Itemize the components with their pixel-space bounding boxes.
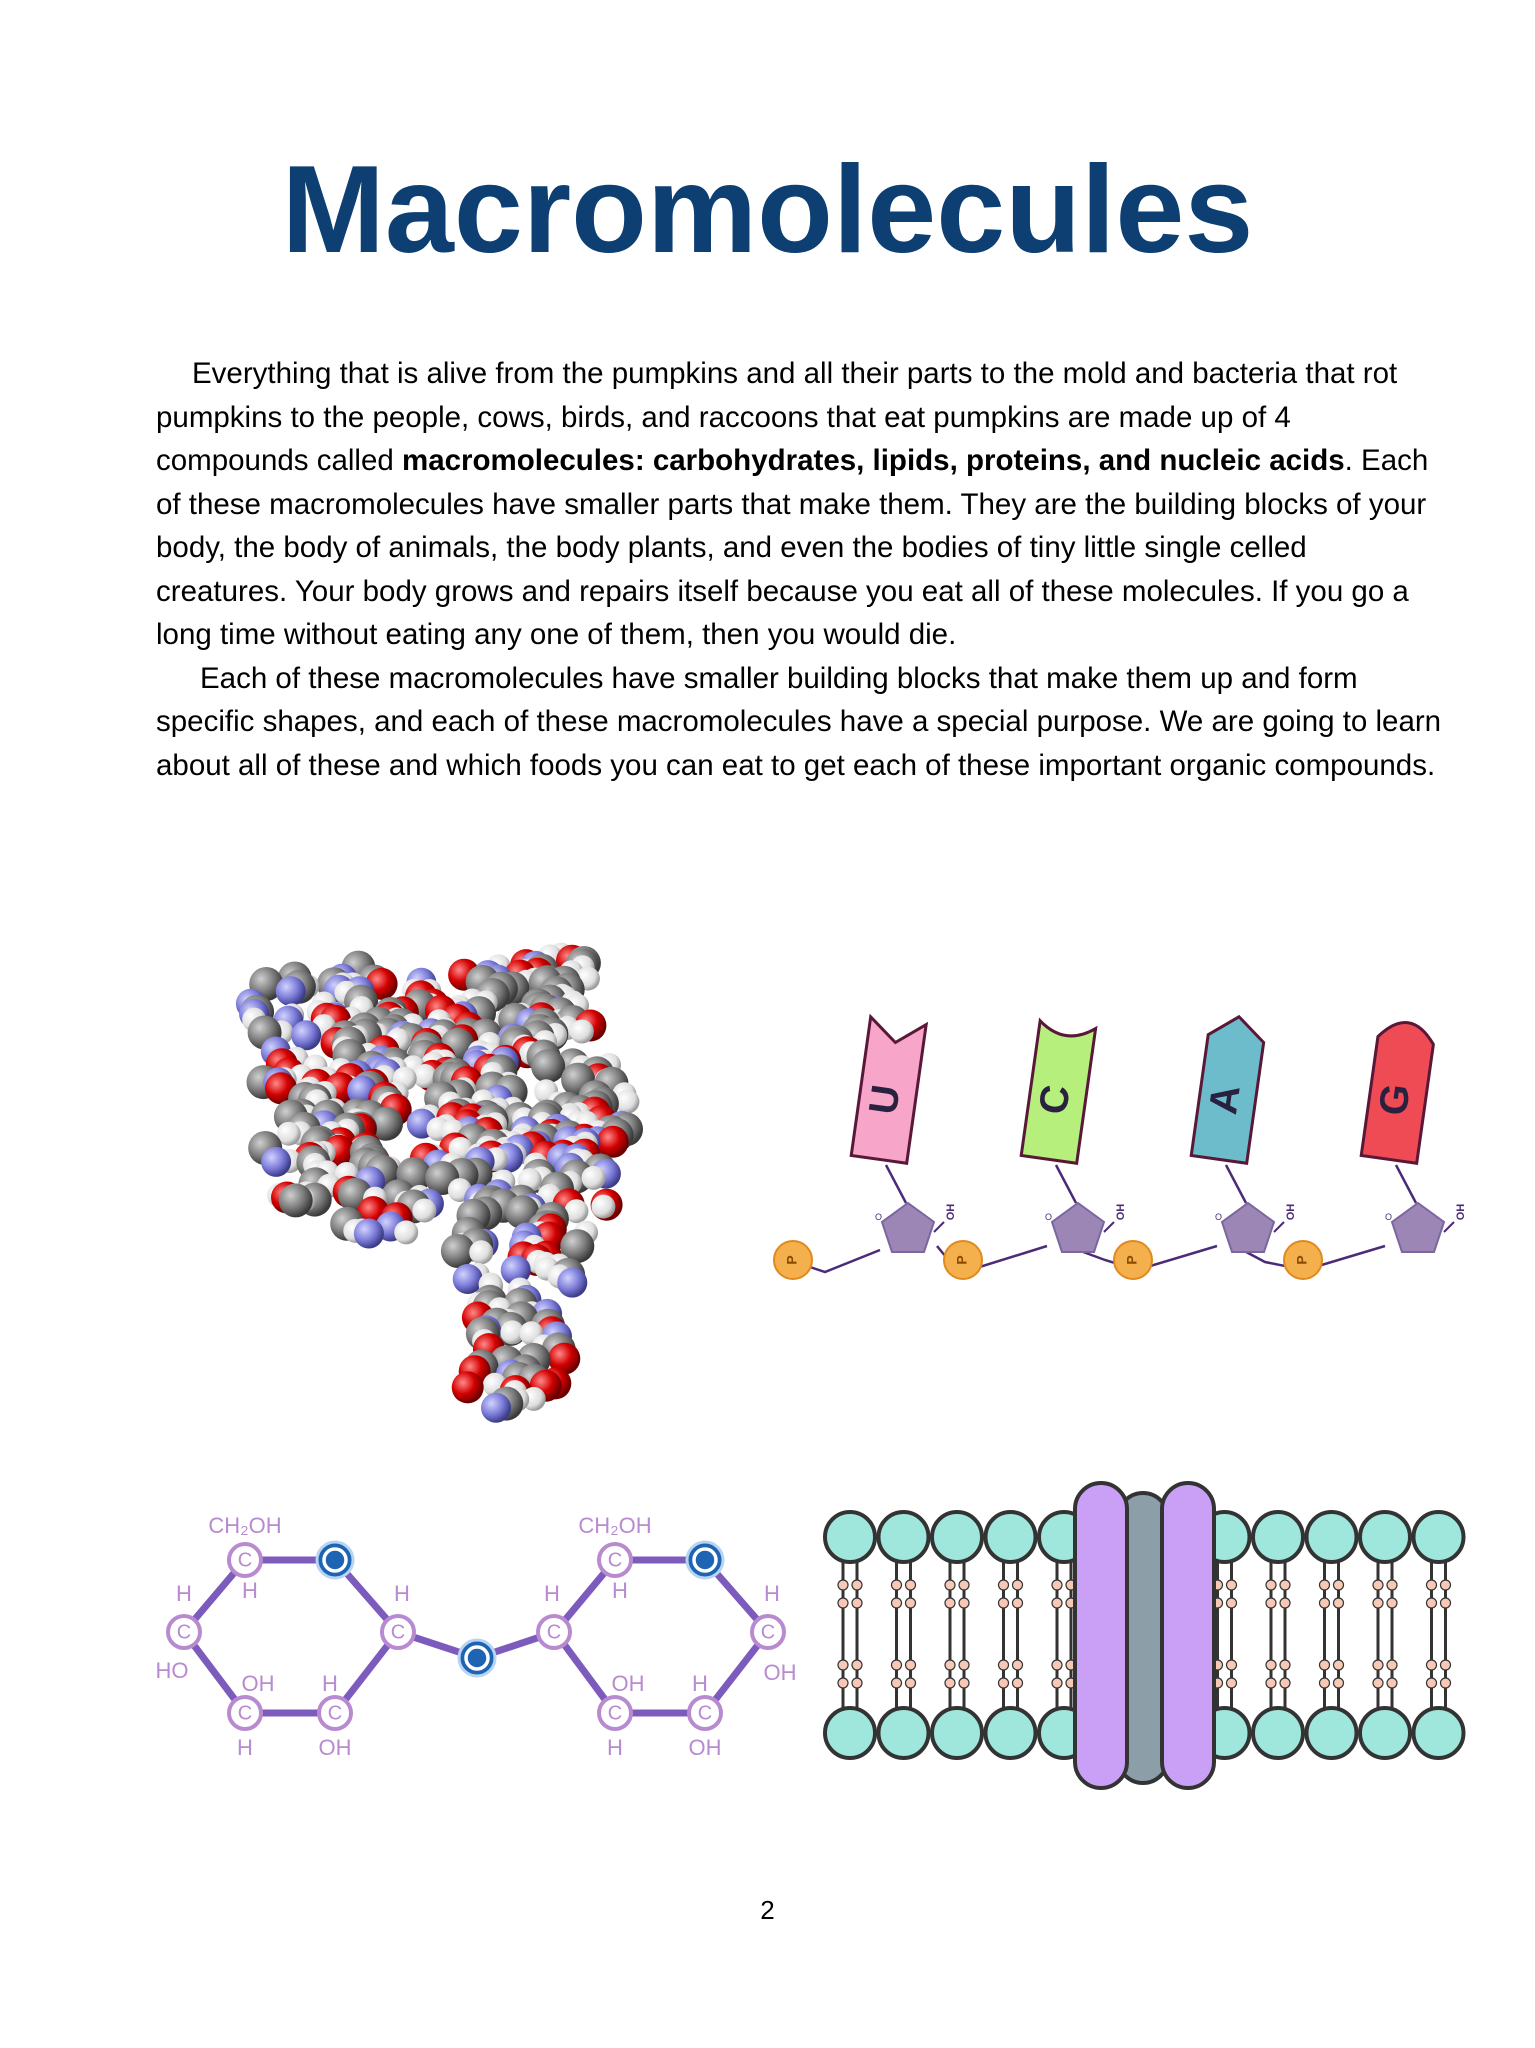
lipid-head-top bbox=[1414, 1512, 1464, 1562]
hydrogen-label: H bbox=[607, 1735, 623, 1760]
hydroxyl-label: OH bbox=[688, 1735, 722, 1760]
hydroxyl-label: OH bbox=[241, 1671, 275, 1696]
ribose-sugar bbox=[882, 1203, 934, 1252]
base-letter-C: C bbox=[1031, 1082, 1079, 1117]
base-letter-G: G bbox=[1370, 1081, 1419, 1119]
atom-sphere bbox=[453, 1264, 483, 1294]
atom-sphere bbox=[276, 976, 306, 1006]
lipid-head-top bbox=[825, 1512, 875, 1562]
atom-sphere bbox=[591, 1195, 615, 1219]
page-number: 2 bbox=[760, 1895, 775, 1925]
phospholipid bbox=[1414, 1512, 1464, 1758]
oxygen-atom bbox=[459, 1640, 495, 1676]
atom-sphere bbox=[354, 1219, 384, 1249]
svg-text:C: C bbox=[760, 1621, 776, 1644]
ho-label: HO bbox=[155, 1658, 189, 1683]
atom-sphere bbox=[557, 1268, 587, 1298]
carbon-atom bbox=[538, 1616, 570, 1648]
atom-sphere bbox=[452, 1371, 484, 1403]
hydrogen-label: H bbox=[544, 1581, 560, 1606]
phosphate-label: P bbox=[1293, 1255, 1310, 1265]
svg-text:C: C bbox=[607, 1702, 623, 1725]
svg-text:C: C bbox=[697, 1702, 713, 1725]
carbon-atom bbox=[229, 1544, 261, 1576]
protein-model-figure bbox=[215, 935, 735, 1435]
lipid-bilayer-figure bbox=[820, 1475, 1475, 1795]
hydroxyl-label: OH bbox=[1455, 1203, 1467, 1221]
svg-text:C: C bbox=[237, 1549, 253, 1572]
protein-atoms bbox=[236, 943, 643, 1423]
phosphate-label: P bbox=[953, 1255, 970, 1265]
ring-oxygen-label: O bbox=[1215, 1212, 1223, 1222]
svg-text:C: C bbox=[546, 1621, 562, 1644]
carbon-atom bbox=[599, 1544, 631, 1576]
rna-nucleotide-G bbox=[1284, 1019, 1467, 1279]
phospholipid bbox=[825, 1512, 875, 1758]
paragraph-1-end: . Each of these macromolecules have smaller parts that make them. They are the building blocks of your body, the body of animals, the body plants, and even the bodies of tiny little single celled creatures. Your body grows and repairs itself because you eat all of these molecules. If you go a long time without eating any one of them, then you would die. bbox=[156, 444, 1429, 651]
phosphate-label: P bbox=[1123, 1255, 1140, 1265]
membrane-protein bbox=[1075, 1483, 1214, 1788]
phospholipid bbox=[986, 1512, 1036, 1758]
paragraph-1-start: Everything that is alive from the pumpkins and all their parts to the mold and bacteria that rot pumpkins to the people, cows, birds, and raccoons that eat pumpkins are made up of 4 compounds called bbox=[156, 357, 1398, 477]
nucleobase-A bbox=[1191, 1013, 1266, 1163]
carbon-atom bbox=[319, 1697, 351, 1729]
atom-sphere bbox=[394, 1220, 418, 1244]
atom-sphere bbox=[279, 1183, 313, 1217]
lipid-head-top bbox=[986, 1512, 1036, 1562]
ring-oxygen-label: O bbox=[1045, 1212, 1053, 1222]
phospholipid bbox=[879, 1512, 929, 1758]
rna-strand-figure bbox=[765, 1000, 1465, 1310]
phospholipid bbox=[1253, 1512, 1303, 1758]
atom-sphere bbox=[582, 1166, 606, 1190]
lipid-head-top bbox=[1253, 1512, 1303, 1562]
disaccharide-figure bbox=[140, 1505, 810, 1785]
body-text bbox=[156, 352, 1446, 787]
rna-nucleotide-U bbox=[774, 1017, 957, 1279]
hydroxyl-label: OH bbox=[318, 1735, 352, 1760]
ch2oh-label: CH₂OH bbox=[208, 1513, 282, 1538]
base-letter-A: A bbox=[1201, 1082, 1249, 1117]
lipid-head-bottom bbox=[1360, 1708, 1410, 1758]
atom-sphere bbox=[261, 1147, 291, 1177]
hydroxyl-label: OH bbox=[611, 1671, 645, 1696]
phosphate-group bbox=[774, 1241, 812, 1279]
ch2oh-label: CH₂OH bbox=[578, 1513, 652, 1538]
atom-sphere bbox=[570, 1020, 594, 1044]
phosphate-group bbox=[1284, 1241, 1322, 1279]
hydrogen-label: H bbox=[612, 1578, 628, 1603]
svg-text:C: C bbox=[607, 1549, 623, 1572]
hydrogen-label: H bbox=[242, 1578, 258, 1603]
atom-sphere bbox=[615, 1090, 639, 1114]
svg-text:C: C bbox=[390, 1621, 406, 1644]
carbon-atom bbox=[689, 1697, 721, 1729]
atom-sphere bbox=[412, 1199, 436, 1223]
ribose-sugar bbox=[1052, 1203, 1104, 1252]
carbon-atom bbox=[752, 1616, 784, 1648]
lipid-head-bottom bbox=[932, 1708, 982, 1758]
atom-sphere bbox=[469, 1240, 493, 1264]
lipid-head-bottom bbox=[986, 1708, 1036, 1758]
hydroxyl-label: OH bbox=[1285, 1203, 1297, 1221]
hydrogen-label: H bbox=[394, 1581, 410, 1606]
carbon-atom bbox=[168, 1616, 200, 1648]
hydrogen-label: H bbox=[692, 1671, 708, 1696]
rna-nucleotide-C bbox=[944, 1021, 1127, 1279]
carbon-atom bbox=[599, 1697, 631, 1729]
phospholipid bbox=[932, 1512, 982, 1758]
ring-oxygen-label: O bbox=[875, 1212, 883, 1222]
lipid-head-bottom bbox=[879, 1708, 929, 1758]
lipid-head-bottom bbox=[1307, 1708, 1357, 1758]
atom-sphere bbox=[597, 1126, 629, 1158]
lipid-head-bottom bbox=[1414, 1708, 1464, 1758]
paragraph-2: Each of these macromolecules have smaller building blocks that make them up and form specific shapes, and each of these macromolecules have a special purpose. We are going to learn about all of these and which foods you can eat to get each of these important organic compounds. bbox=[156, 661, 1442, 782]
nucleobase-C bbox=[1021, 1021, 1095, 1163]
phosphate-group bbox=[944, 1241, 982, 1279]
phosphate-group bbox=[1114, 1241, 1152, 1279]
lipid-head-top bbox=[1307, 1512, 1357, 1562]
ring-oxygen-label: O bbox=[1385, 1212, 1393, 1222]
phospholipid bbox=[1307, 1512, 1357, 1758]
lipid-head-top bbox=[879, 1512, 929, 1562]
base-letter-U: U bbox=[861, 1082, 909, 1117]
hydrogen-label: H bbox=[237, 1735, 253, 1760]
lipid-head-top bbox=[1360, 1512, 1410, 1562]
paragraph-1-bold: macromolecules: carbohydrates, lipids, proteins, and nucleic acids bbox=[401, 444, 1345, 477]
carbon-atom bbox=[229, 1697, 261, 1729]
page-title: Macromolecules bbox=[281, 141, 1254, 279]
svg-text:C: C bbox=[237, 1702, 253, 1725]
hydroxyl-label: OH bbox=[1115, 1203, 1127, 1221]
ribose-sugar bbox=[1222, 1203, 1274, 1252]
hydroxyl-label: OH bbox=[945, 1203, 957, 1221]
oxygen-atom bbox=[687, 1542, 723, 1578]
hydrogen-label: H bbox=[764, 1581, 780, 1606]
atom-sphere bbox=[291, 1020, 321, 1050]
phosphate-label: P bbox=[783, 1255, 800, 1265]
hydrogen-label: H bbox=[322, 1671, 338, 1696]
lipid-head-bottom bbox=[1253, 1708, 1303, 1758]
lipid-head-bottom bbox=[825, 1708, 875, 1758]
nucleobase-G bbox=[1361, 1019, 1436, 1163]
oxygen-atom bbox=[317, 1542, 353, 1578]
phospholipid bbox=[1360, 1512, 1410, 1758]
svg-text:C: C bbox=[327, 1702, 343, 1725]
rna-nucleotide-A bbox=[1114, 1013, 1297, 1279]
atom-sphere bbox=[481, 1393, 511, 1423]
hydroxyl-label: OH bbox=[763, 1660, 797, 1685]
paragraph-1 bbox=[156, 352, 1446, 657]
ribose-sugar bbox=[1392, 1203, 1444, 1252]
nucleobase-U bbox=[851, 1017, 926, 1163]
svg-text:C: C bbox=[176, 1621, 192, 1644]
lipid-head-top bbox=[932, 1512, 982, 1562]
hydrogen-label: H bbox=[176, 1581, 192, 1606]
carbon-atom bbox=[382, 1616, 414, 1648]
atom-sphere bbox=[531, 1049, 565, 1083]
